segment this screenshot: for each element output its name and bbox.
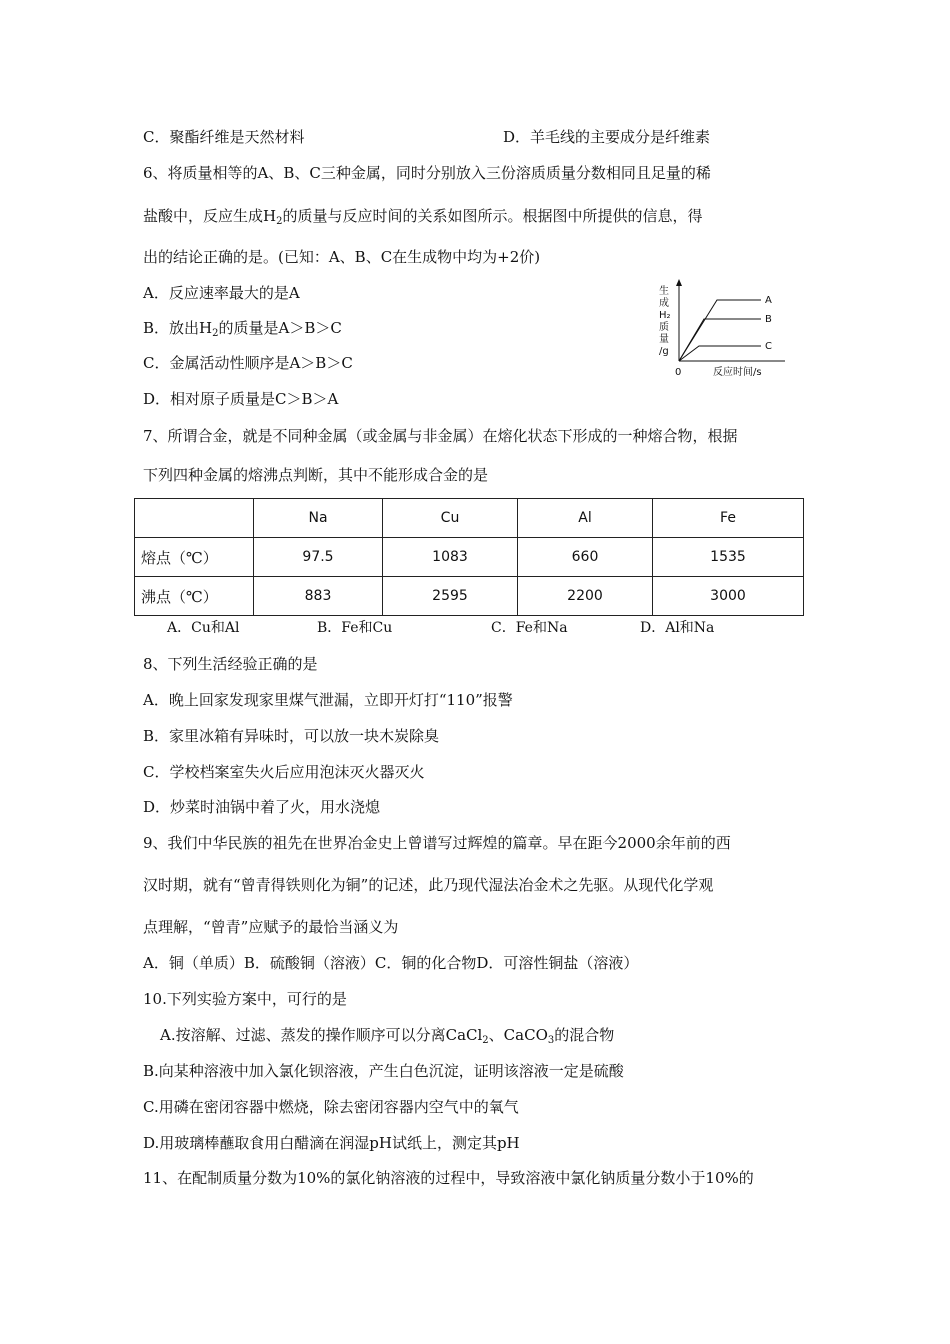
- table-header-cell: [135, 499, 254, 538]
- curve-c: [679, 346, 761, 361]
- table-header-row: [135, 499, 804, 538]
- table-row-header: 沸点（℃）: [135, 577, 254, 616]
- graph-y-label: [659, 284, 671, 357]
- ylabel-char: 质: [659, 322, 669, 333]
- x-axis-label: 反应时间/s: [713, 367, 762, 378]
- q7-stem-line1: 7、所谓合金，就是不同种金属（或金属与非金属）在熔化状态下形成的一种熔合物，根据: [143, 427, 738, 445]
- q9-options: A．铜（单质）B．硫酸铜（溶液）C．铜的化合物D．可溶性铜盐（溶液）: [143, 954, 639, 972]
- q7-option-b: B．Fe和Cu: [317, 620, 393, 636]
- q8-option-d: D．炒菜时油锅中着了火，用水浇熄: [143, 798, 381, 816]
- table-cell: 2595: [383, 577, 518, 616]
- table-cell: 97.5: [254, 538, 383, 577]
- table-row: [135, 538, 804, 577]
- table-header-cell: Na: [254, 499, 383, 538]
- ylabel-char: H₂: [659, 310, 671, 321]
- q9-stem-line3: 点理解，“曾青”应赋予的最恰当涵义为: [143, 918, 399, 936]
- q6-option-c: C．金属活动性顺序是A＞B＞C: [143, 354, 353, 372]
- ylabel-char: /g: [659, 346, 669, 357]
- q10-option-c: C.用磷在密闭容器中燃烧，除去密闭容器内空气中的氧气: [143, 1098, 519, 1116]
- q7-stem-line2: 下列四种金属的熔沸点判断，其中不能形成合金的是: [143, 466, 489, 484]
- table-header-cell: Al: [518, 499, 653, 538]
- q6-option-b: B．放出$H_2$的质量是A＞B＞C: [143, 319, 342, 339]
- q11-stem-line1: 11、在配制质量分数为10%的氯化钠溶液的过程中，导致溶液中氯化钠质量分数小于10%的: [143, 1169, 754, 1187]
- q5-option-d: D．羊毛线的主要成分是纤维素: [503, 128, 711, 146]
- q10-option-a: A.按溶解、过滤、蒸发的操作顺序可以分离CaCl$_2$、CaCO$_3$的混合物: [160, 1026, 615, 1046]
- q6-stem-line3: 出的结论正确的是。(已知：A、B、C在生成物中均为+2价): [143, 248, 541, 266]
- curve-b: [679, 319, 761, 361]
- q5-option-c: C．聚酯纤维是天然材料: [143, 128, 305, 146]
- q7-option-d: D．Al和Na: [640, 620, 715, 636]
- ylabel-char: 生: [659, 286, 669, 297]
- y-axis-arrow: [676, 279, 682, 286]
- q8-option-a: A．晚上回家发现家里煤气泄漏，立即开灯打“110”报警: [143, 691, 513, 709]
- table-cell: 1083: [383, 538, 518, 577]
- table-row: [135, 577, 804, 616]
- series-label-a: A: [765, 295, 772, 306]
- q9-stem-line2: 汉时期，就有“曾青得铁则化为铜”的记述，此乃现代湿法冶金术之先驱。从现代化学观: [143, 876, 714, 894]
- table-header-cell: Cu: [383, 499, 518, 538]
- q8-stem: 8、下列生活经验正确的是: [143, 655, 318, 673]
- table-cell: 2200: [518, 577, 653, 616]
- ylabel-char: 成: [659, 298, 669, 309]
- q10-stem: 10.下列实验方案中，可行的是: [143, 990, 347, 1008]
- q6-stem-line2: 盐酸中，反应生成$H_2$的质量与反应时间的关系如图所示。根据图中所提供的信息，得: [143, 207, 703, 227]
- table-cell: 1535: [653, 538, 804, 577]
- q7-option-a: A．Cu和Al: [167, 620, 240, 636]
- series-label-b: B: [765, 314, 772, 325]
- q6-option-a: A．反应速率最大的是A: [143, 284, 300, 302]
- table-cell: 883: [254, 577, 383, 616]
- table-cell: 3000: [653, 577, 804, 616]
- q6-stem-line1: 6、将质量相等的A、B、C三种金属，同时分别放入三份溶质质量分数相同且足量的稀: [143, 164, 711, 182]
- h2-mass-time-graph: [655, 278, 795, 378]
- q8-option-b: B．家里冰箱有异味时，可以放一块木炭除臭: [143, 727, 440, 745]
- q6-option-d: D．相对原子质量是C＞B＞A: [143, 390, 339, 408]
- series-label-c: C: [765, 341, 772, 352]
- table-cell: 660: [518, 538, 653, 577]
- q8-option-c: C．学校档案室失火后应用泡沫灭火器灭火: [143, 763, 425, 781]
- ylabel-char: 量: [659, 334, 669, 345]
- table-header-cell: Fe: [653, 499, 804, 538]
- q10-option-b: B.向某种溶液中加入氯化钡溶液，产生白色沉淀，证明该溶液一定是硫酸: [143, 1062, 624, 1080]
- origin-label: 0: [675, 367, 682, 378]
- table-row-header: 熔点（℃）: [135, 538, 254, 577]
- q7-option-c: C．Fe和Na: [491, 620, 568, 636]
- q10-option-d: D.用玻璃棒蘸取食用白醋滴在润湿pH试纸上，测定其pH: [143, 1134, 520, 1152]
- melting-boiling-table: [134, 498, 804, 616]
- q9-stem-line1: 9、我们中华民族的祖先在世界冶金史上曾谱写过辉煌的篇章。早在距今2000余年前的西: [143, 834, 731, 852]
